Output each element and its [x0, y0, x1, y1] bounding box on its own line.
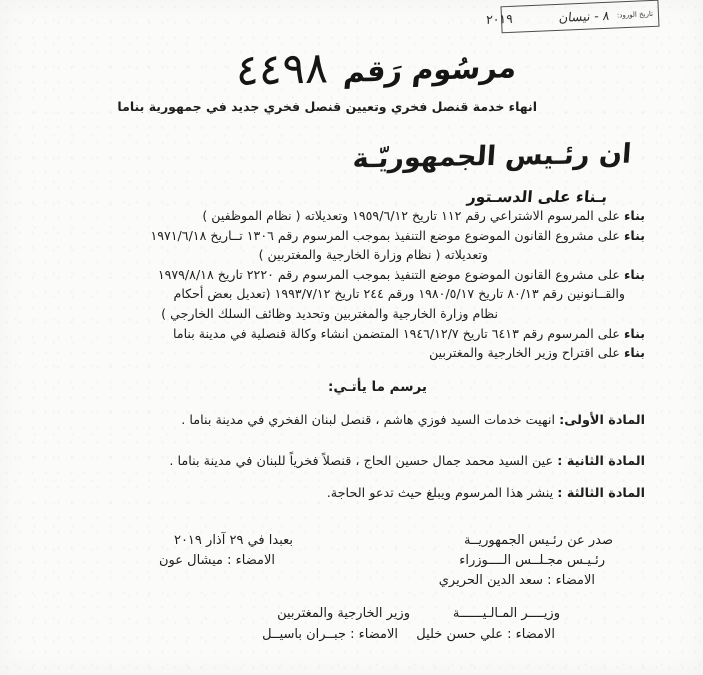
constitution-basis-heading: بـناء على الدسـتور	[466, 188, 608, 206]
president-heading: ان رئـيس الجمهوريّـة	[351, 138, 633, 175]
signature-block-foreign-minister	[262, 603, 410, 645]
clause-line: والقــانونين رقم ٨٠/١٣ تاريخ ١٩٨٠/٥/١٧ ورقم ٢٤٤ تاريخ ١٩٩٣/٧/١٢ (تعديل بعض أحكام	[173, 286, 625, 302]
issued-by-line: صدر عن رئـيس الجمهوريــة	[463, 533, 613, 548]
clause-line: بناء على المرسوم الاشتراعي رقم ١١٢ تاريخ ١٩٥٩/٦/١٢ وتعديلاته ( نظام الموظفين )	[202, 208, 645, 223]
stamp-handwritten-day: ٨ - نيسان	[558, 7, 611, 25]
president-signature-line: الامضاء : ميشال عون	[158, 553, 275, 568]
pm-signature-line: الامضاء : سعد الدين الحريري	[438, 573, 595, 588]
decree-title-word: مرسُوم رَقم	[343, 50, 519, 89]
signature-block-place-date	[159, 531, 293, 571]
signature-block-finance-minister	[416, 603, 560, 645]
decree-title	[235, 38, 517, 96]
finance-minister-signature: الامضاء : علي حسن خليل	[416, 627, 555, 642]
article-3: المادة الثالثة : ينشر هذا المرسوم ويبلغ حيث تدعو الحاجة.	[326, 486, 645, 501]
pm-title-line: رئـيـس مجـلــس الــــوزراء	[459, 553, 605, 568]
enactment-formula: يرسم ما يأتـي:	[327, 379, 427, 395]
article-1: المادة الأولى: انهيت خدمات السيد فوزي هاشم ، قنصل لبنان الفخري في مدينة بناما .	[181, 413, 645, 428]
foreign-minister-title: وزير الخارجية والمغتربين	[277, 606, 410, 621]
clause-line: نظام وزارة الخارجية والمغتربين وتحديد وظائف السلك الخارجي )	[161, 305, 498, 321]
clause-line: بناء على المرسوم رقم ٦٤١٣ تاريخ ١٩٤٦/١٢/٧ المتضمن انشاء وكالة قنصلية في مدينة بناما	[173, 325, 645, 341]
clause-line: وتعديلاته ( نظام وزارة الخارجية والمغتربين )	[258, 247, 488, 263]
arrival-date-stamp	[485, 0, 660, 33]
stamp-label: تاريخ الورود:	[616, 9, 654, 19]
finance-minister-title: وزيــــر المـالـيــــــة	[452, 606, 560, 621]
decree-number: ٤٤٩٨	[235, 43, 330, 96]
stamp-handwritten-year: ٢٠١٩	[485, 10, 514, 27]
clause-line: بناء على اقتراح وزير الخارجية والمغتربين	[429, 345, 645, 361]
article-2: المادة الثانية : عين السيد محمد جمال حسين الحاج ، قنصلاً فخرياً للبنان في مدينة بناما .	[169, 454, 645, 469]
foreign-minister-signature: الامضاء : جبــران باسيــل	[262, 627, 398, 642]
articles	[36, 412, 645, 502]
clause-line: بناء على مشروع القانون الموضوع موضع التنفيذ بموجب المرسوم رقم ١٣٠٦ تــاريخ ١٩٧١/٦/١٨	[150, 227, 645, 243]
preamble-clauses	[36, 206, 645, 363]
place-date-line: بعبدا في ٢٩ آذار ٢٠١٩	[173, 533, 293, 548]
decree-subject: انهاء خدمة قنصل فخري وتعيين قنصل فخري جديد في جمهورية بناما	[117, 99, 537, 114]
signature-block-president-pm	[439, 531, 613, 591]
clause-line: بناء على مشروع القانون الموضوع موضع التنفيذ بموجب المرسوم رقم ٢٢٢٠ تاريخ ١٩٧٩/٨/١٨	[157, 266, 645, 282]
